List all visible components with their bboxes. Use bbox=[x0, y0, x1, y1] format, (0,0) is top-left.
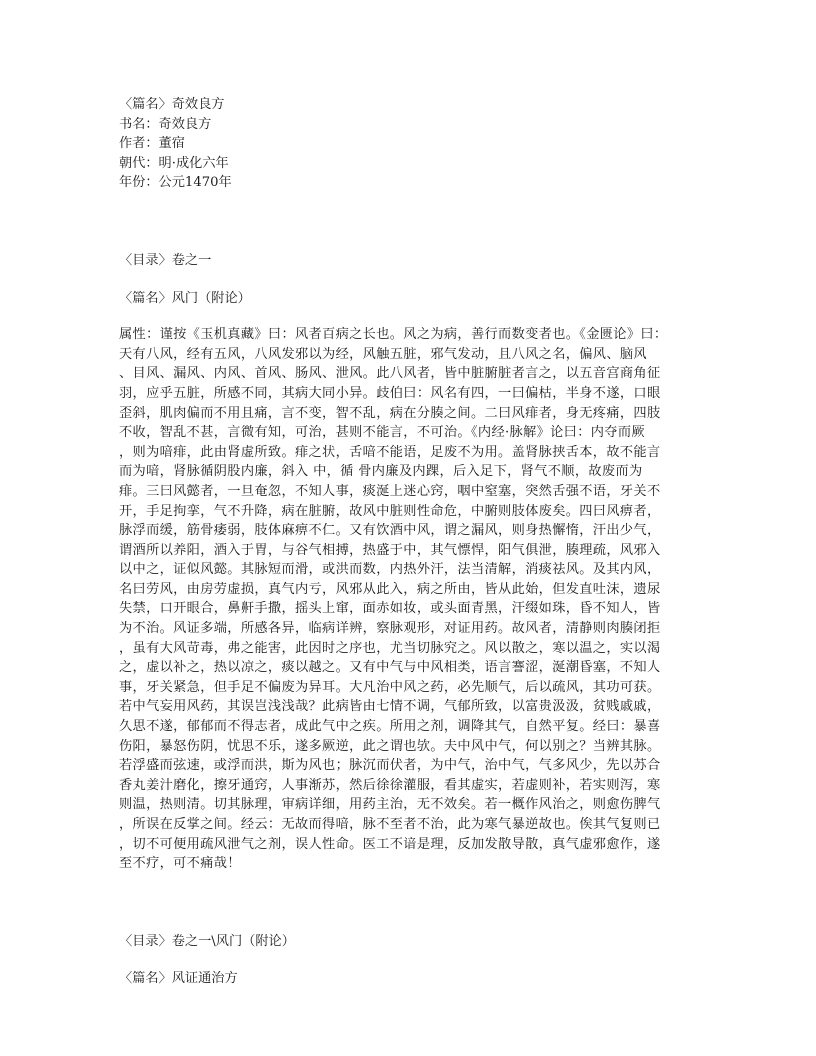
section-piece-name: 〈篇名〉风门（附论） bbox=[119, 290, 251, 306]
body-line: 至不疗，可不痛哉！ bbox=[119, 856, 241, 872]
body-paragraph bbox=[119, 325, 693, 874]
body-line: 歪斜，肌肉偏而不用且痛，言不变，智不乱，病在分腠之间。二曰风痱者，身无疼痛，四肢 bbox=[119, 405, 661, 421]
body-line: ，切不可便用疏风泄气之剂，误人性命。医工不谙是理，反加发散导散，真气虚邪愈作，遂 bbox=[119, 836, 661, 852]
body-line: 伤阳，暴怒伤阴，忧思不乐，遂多厥逆，此之谓也欤。夫中风中气，何以别之？当辨其脉。 bbox=[119, 738, 661, 754]
body-line: 失禁，口开眼合，鼻鼾手撒，摇头上窜，面赤如妆，或头面青黑，汗缀如珠，昏不知人，皆 bbox=[119, 601, 661, 617]
body-line: 事，牙关紧急，但手足不偏废为异耳。大凡治中风之药，必先顺气，后以疏风，其功可获。 bbox=[119, 679, 661, 695]
body-line: 脉浮而缓，筋骨痿弱，肢体麻痹不仁。又有饮酒中风，谓之漏风，则身热懈惰，汗出少气， bbox=[119, 523, 661, 539]
body-line: 香丸姜汁磨化，擦牙通窍，人事渐苏，然后徐徐灌服，看其虚实，若虚则补，若实则泻，寒 bbox=[119, 777, 661, 793]
body-line: 属性：谨按《玉机真藏》曰：风者百病之长也。风之为病，善行而数变者也。《金匮论》曰： bbox=[119, 327, 668, 343]
piece-name-line: 〈篇名〉奇效良方 bbox=[119, 97, 225, 112]
section-piece-name-2: 〈篇名〉风证通治方 bbox=[119, 971, 238, 987]
body-line: 若浮盛而弦速，或浮而洪，斯为风也；脉沉而伏者，为中气，治中气，气多风少，先以苏合 bbox=[119, 758, 661, 774]
body-line: 羽，应乎五脏，所感不同，其病大同小异。歧伯曰：风名有四，一曰偏枯，半身不遂，口眼 bbox=[119, 385, 661, 401]
body-line: 而为喑，肾脉循阴股内廉，斜入 中，循 骨内廉及内踝，后入足下，肾气不顺，故废而为 bbox=[119, 464, 643, 480]
body-line: ，则为喑痱，此由肾虚所致。痱之状，舌喑不能语，足废不为用。盖肾脉挟舌本，故不能言 bbox=[119, 444, 661, 460]
body-line: 、目风、漏风、内风、首风、肠风、泄风。此八风者，皆中脏腑脏者言之，以五音宫商角征 bbox=[119, 366, 661, 382]
body-line: ，所误在反掌之间。经云：无故而得喑，脉不至者不治，此为寒气暴逆故也。俟其气复则已 bbox=[119, 817, 661, 832]
body-line: 则温，热则清。切其脉理，审病详细，用药主治，无不效矣。若一概作风治之，则愈伤脾气 bbox=[119, 797, 661, 813]
body-line: 之，虚以补之，热以凉之，痰以越之。又有中气与中风相类，语言謇涩，涎潮昏塞，不知人 bbox=[119, 660, 661, 676]
document-page bbox=[119, 95, 693, 989]
year-line: 年份：公元1470年 bbox=[119, 175, 232, 191]
catalog-line: 〈目录〉卷之一 bbox=[119, 252, 212, 268]
book-name-line: 书名：奇效良方 bbox=[119, 116, 212, 132]
body-line: 不收，智乱不甚，言微有知，可治，甚则不能言，不可治。《内经·脉解》论曰：内夺而厥 bbox=[119, 425, 645, 441]
body-line: ，虽有大风苛毒，弗之能害，此因时之序也，尤当切脉究之。风以散之，寒以温之，实以渴 bbox=[119, 640, 661, 656]
body-line: 名曰劳风，由房劳虚损，真气内亏，风邪从此入，病之所由，皆从此始，但发直吐沫，遗尿 bbox=[119, 581, 661, 597]
body-line: 痱。三曰风懿者，一旦奄忽，不知人事，痰涎上迷心窍，咽中窒塞，突然舌强不语，牙关不 bbox=[119, 483, 661, 499]
body-line: 天有八风，经有五风，八风发邪以为经，风触五脏，邪气发动，且八风之名，偏风、脑风 bbox=[119, 346, 647, 362]
body-line: 谓酒所以养阳，酒入于胃，与谷气相搏，热盛于中，其气慓悍，阳气俱泄，腠理疏，风邪入 bbox=[119, 542, 661, 558]
metadata-block bbox=[119, 95, 693, 193]
body-line: 为不治。风证多端，所感各异，临病详辨，察脉观形，对证用药。故风者，清静则肉腠闭拒 bbox=[119, 621, 661, 637]
body-line: 久思不遂，郁郁而不得志者，成此气中之疾。所用之剂，调降其气，自然平复。经曰：暴喜 bbox=[119, 719, 661, 735]
dynasty-line: 朝代：明·成化六年 bbox=[119, 155, 229, 171]
author-line: 作者：董宿 bbox=[119, 136, 185, 152]
body-line: 开，手足拘挛，气不升降，病在脏腑，故风中脏则性命危，中腑则肢体废矣。四曰风痹者， bbox=[119, 503, 661, 519]
catalog-line-2: 〈目录〉卷之一\风门（附论） bbox=[119, 933, 295, 949]
body-line: 若中气妄用风药，其误岂浅浅哉？此病皆由七情不调，气郁所致，以富贵汲汲，贫贱戚戚， bbox=[119, 699, 661, 715]
body-line: 以中之，证似风懿。其脉短而滑，或洪而数，内热外汗，法当清解，消痰祛风。及其内风， bbox=[119, 562, 661, 578]
